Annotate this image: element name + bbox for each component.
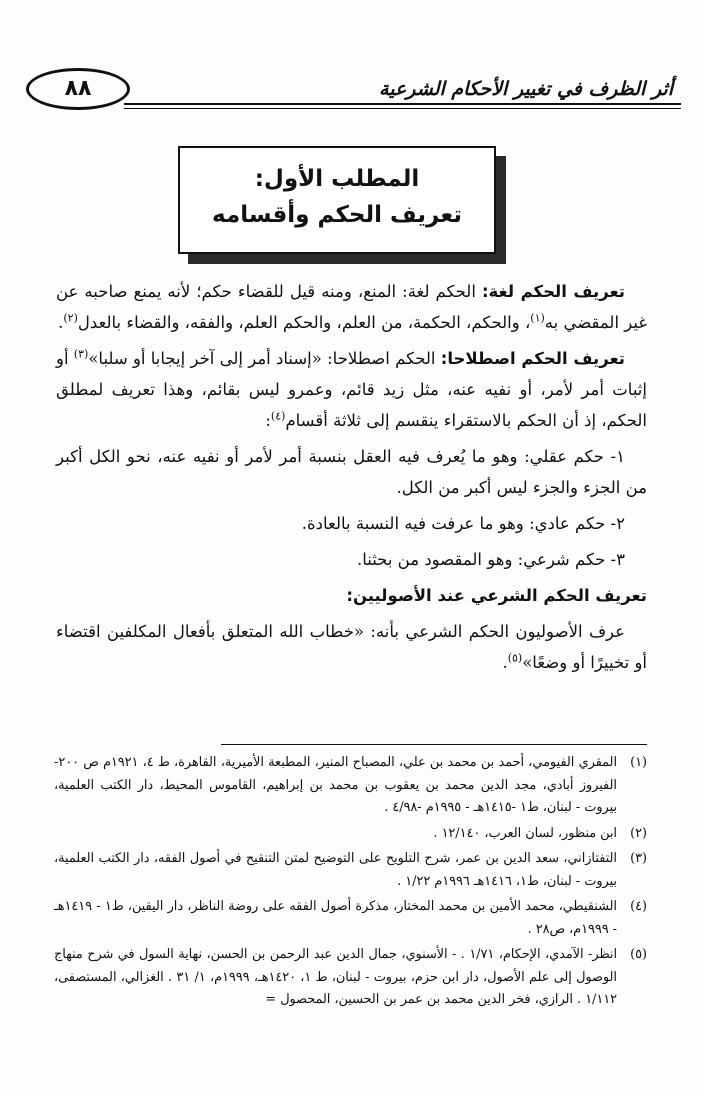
footnote-ref: (٥) <box>507 651 523 665</box>
footnote-number: (٥) <box>630 947 647 962</box>
list-item: ٢- حكم عادي: وهو ما عرفت فيه النسبة بالعادة. <box>301 514 625 533</box>
footnote <box>54 848 647 893</box>
section-title-line2: تعريف الحكم وأقسامه <box>212 202 462 228</box>
page-header <box>22 64 681 116</box>
footnote-text: ابن منظور، لسان العرب، ١٢/١٤٠ . <box>433 825 617 841</box>
punctuation: : <box>265 411 271 430</box>
paragraph-technical-definition <box>56 343 647 436</box>
paragraph-language-definition <box>56 276 647 338</box>
footnote-ref: (١) <box>530 311 545 325</box>
footnote-number: (٤) <box>630 899 647 914</box>
paragraph-text: ، والحكم، الحكمة، من العلم، والحكم العلم، والفقه، والقضاء بالعدل <box>77 313 531 332</box>
footnote-text: انظر- الآمدي، الإحكام، ١/٧١ . - الأسنوي، جمال الدين عبد الرحمن بن الحسن، نهاية السول في شرح منهاج الوصول إلى علم الأصول، دار ابن حزم، بيروت - لبنان، ط ١، ١٤٢٠هـ، ١٩٩٩م، ١/ ٣١ . الغزالي، المستصفى، ١/١١٢ . الرازي، فخر الدين محمد بن عمر بن الحسين، المحصول = <box>54 947 617 1007</box>
header-rule <box>124 103 681 105</box>
paragraph-legal-ruling <box>56 616 647 678</box>
section-title-line1: المطلب الأول: <box>254 166 420 192</box>
punctuation: . <box>58 313 64 332</box>
footnote-text: التفتازاني، سعد الدين بن عمر، شرح التلويح على التوضيح لمتن التنقيح في أصول الفقه، دار الكتب العلمية، بيروت - لبنان، ط١، ١٤١٦هـ ١٩٩٦م ١/٢٢ . <box>54 851 617 889</box>
footnote-number: (١) <box>630 755 647 770</box>
punctuation: . <box>502 653 508 672</box>
footnote <box>54 896 647 941</box>
footnote-ref: (٤) <box>270 409 286 423</box>
footnote-text: الشنقيطي، محمد الأمين بن محمد المختار، مذكرة أصول الفقه على روضة الناظر، دار اليقين، ط١ - ١٤١٩هـ - ١٩٩٩م، ص٢٨ . <box>54 899 617 937</box>
footnote-ref: (٢) <box>63 311 78 325</box>
list-item: ٣- حكم شرعي: وهو المقصود من بحثنا. <box>356 550 625 569</box>
body-text <box>56 276 647 683</box>
list-item: ١- حكم عقلي: وهو ما يُعرف فيه العقل بنسبة أمر لأمر أو نفيه عنه، نحو الكل أكبر من الجزء والجزء ليس أكبر من الكل. <box>56 447 647 497</box>
header-rule-thin <box>124 108 681 109</box>
footnote-separator <box>221 744 647 745</box>
footnote <box>54 823 647 846</box>
footnotes <box>54 752 647 1015</box>
page-number: ٨٨ <box>26 68 130 110</box>
footnote <box>54 752 647 820</box>
running-title: أثر الظرف في تغيير الأحكام الشرعية <box>379 78 673 100</box>
term-label: تعريف الحكم لغة: <box>481 282 625 301</box>
paragraph-text: الحكم اصطلاحا: «إسناد أمر إلى آخر إيجابا أو سلبا» <box>88 349 441 368</box>
footnote <box>54 944 647 1012</box>
footnote-number: (٣) <box>630 851 647 866</box>
paragraph-text: عرف الأصوليون الحكم الشرعي بأنه: «خطاب الله المتعلق بأفعال المكلفين اقتضاء أو تخييرًا أو وضعًا» <box>56 622 647 672</box>
paragraph-text: أو إثبات أمر لأمر، أو نفيه عنه، مثل زيد قائم، وعمرو ليس بقائم، وهذا تعريف لمطلق الحكم، إذ أن الحكم بالاستقراء ينقسم إلى ثلاثة أقسام <box>56 349 647 430</box>
footnote-number: (٢) <box>630 825 647 841</box>
footnote-ref: (٣) <box>73 347 89 361</box>
subheading: تعريف الحكم الشرعي عند الأصوليين: <box>346 586 647 605</box>
section-title-box <box>178 146 496 254</box>
footnote-text: المقري الفيومي، أحمد بن محمد بن علي، المصباح المنير، المطبعة الأميرية، القاهرة، ط ٤، ١٩٢١م ص ٢٠٠- الفيروز أبادي، مجد الدين محمد بن يعقوب بن محمد بن إبراهيم، القاموس المحيط، دار الكتب العلمية، بيروت - لبنان، ط١ -١٤١٥هـ - ١٩٩٥م -٤/٩٨ . <box>54 755 617 815</box>
paragraph-text: الحكم لغة: المنع، ومنه قيل للقضاء حكم؛ لأنه يمنع صاحبه عن غير المقضي به <box>56 282 647 332</box>
term-label: تعريف الحكم اصطلاحا: <box>440 349 625 368</box>
